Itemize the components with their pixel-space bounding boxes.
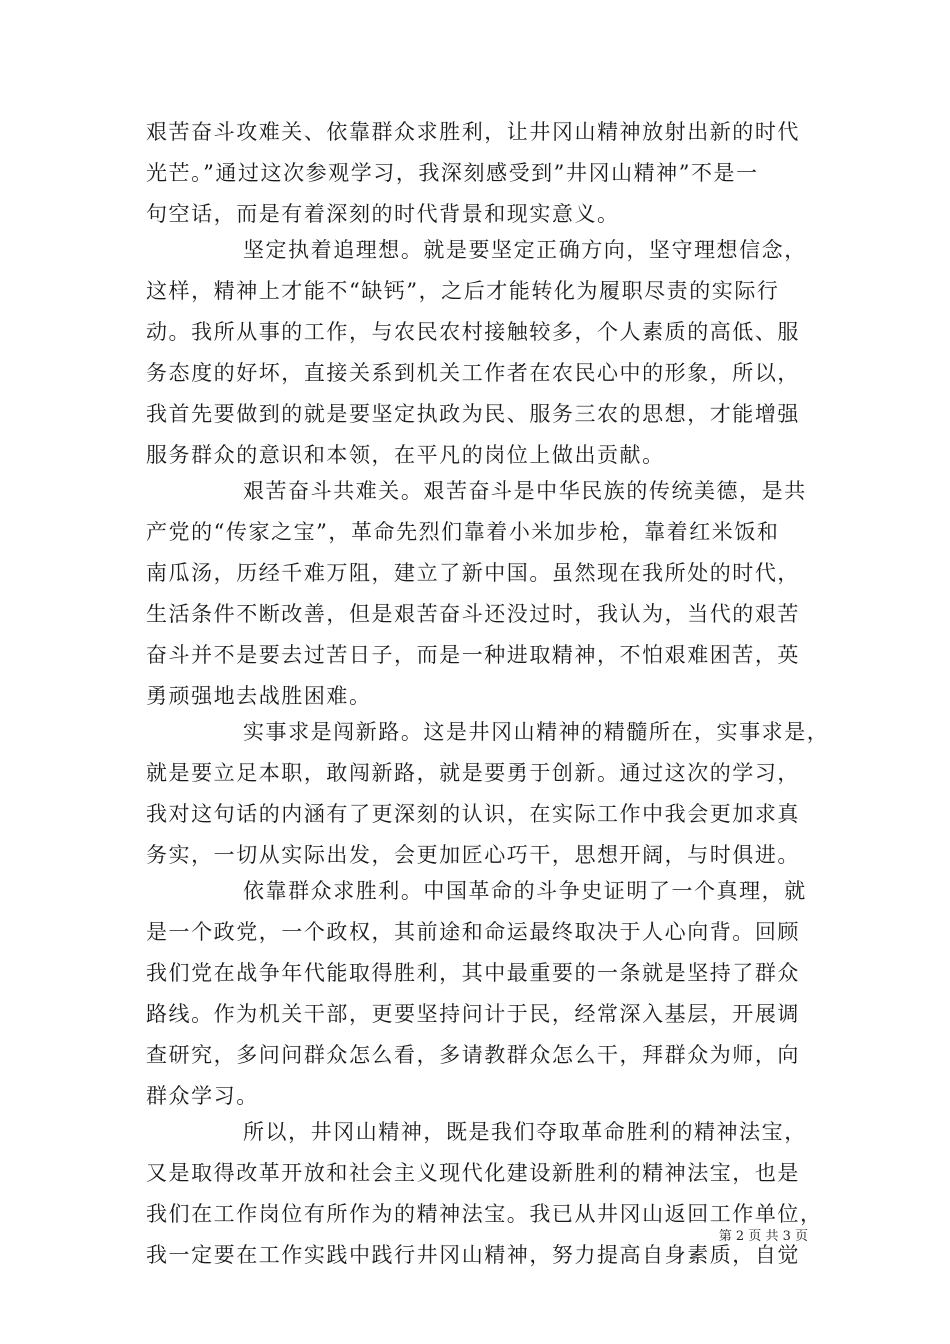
text-line: 是一个政党，一个政权，其前途和命运最终取决于人心向背。回顾 xyxy=(146,920,800,944)
text-line: 务态度的好坏，直接关系到机关工作者在农民心中的形象，所以， xyxy=(146,361,800,385)
text-line: 句空话，而是有着深刻的时代背景和现实意义。 xyxy=(146,202,620,226)
text-line: 查研究，多问问群众怎么看，多请教群众怎么干，拜群众为师，向 xyxy=(146,1043,800,1067)
paragraph-first-line: 艰苦奋斗共难关。艰苦奋斗是中华民族的传统美德，是共 xyxy=(243,479,807,503)
paragraph-first-line: 坚定执着追理想。就是要坚定正确方向，坚守理想信念， xyxy=(243,238,807,262)
text-line: 南瓜汤，历经千难万阻，建立了新中国。虽然现在我所处的时代， xyxy=(146,561,800,585)
text-line: 群众学习。 xyxy=(146,1084,259,1108)
text-line: 这样，精神上才能不“缺钙”，之后才能转化为履职尽责的实际行 xyxy=(146,279,780,303)
paragraph-first-line: 实事求是闯新路。这是井冈山精神的精髓所在，实事求是， xyxy=(243,720,830,744)
text-line: 我对这句话的内涵有了更深刻的认识，在实际工作中我会更加求真 xyxy=(146,802,800,826)
text-line: 我首先要做到的就是要坚定执政为民、服务三农的思想，才能增强 xyxy=(146,402,800,426)
text-line: 路线。作为机关干部，更要坚持问计于民，经常深入基层，开展调 xyxy=(146,1002,800,1026)
text-line: 光芒。”通过这次参观学习，我深刻感受到”井冈山精神”不是一 xyxy=(146,161,759,185)
text-line: 动。我所从事的工作，与农民农村接触较多，个人素质的高低、服 xyxy=(146,320,800,344)
text-line: 我们党在战争年代能取得胜利，其中最重要的一条就是坚持了群众 xyxy=(146,961,800,985)
text-line: 服务群众的意识和本领，在平凡的岗位上做出贡献。 xyxy=(146,443,665,467)
page-number: 第 2 页 共 3 页 xyxy=(718,1229,808,1244)
text-line: 我们在工作岗位有所作为的精神法宝。我已从井冈山返回工作单位， xyxy=(146,1202,823,1226)
text-line: 又是取得改革开放和社会主义现代化建设新胜利的精神法宝，也是 xyxy=(146,1161,800,1185)
text-line: 产党的“传家之宝”，革命先烈们靠着小米加步枪，靠着红米饭和 xyxy=(146,520,780,544)
text-line: 就是要立足本职，敢闯新路，就是要勇于创新。通过这次的学习， xyxy=(146,761,800,785)
text-line: 务实，一切从实际出发，会更加匠心巧干，思想开阔，与时俱进。 xyxy=(146,843,800,867)
text-line: 奋斗并不是要去过苦日子，而是一种进取精神，不怕艰难困苦，英 xyxy=(146,643,800,667)
text-line: 我一定要在工作实践中践行井冈山精神，努力提高自身素质，自觉 xyxy=(146,1243,800,1267)
paragraph-first-line: 依靠群众求胜利。中国革命的斗争史证明了一个真理，就 xyxy=(243,879,807,903)
text-line: 生活条件不断改善，但是艰苦奋斗还没过时，我认为，当代的艰苦 xyxy=(146,602,800,626)
text-line: 艰苦奋斗攻难关、依靠群众求胜利，让井冈山精神放射出新的时代 xyxy=(146,120,800,144)
text-line: 勇顽强地去战胜困难。 xyxy=(146,684,372,708)
paragraph-first-line: 所以，井冈山精神，既是我们夺取革命胜利的精神法宝， xyxy=(243,1120,807,1144)
